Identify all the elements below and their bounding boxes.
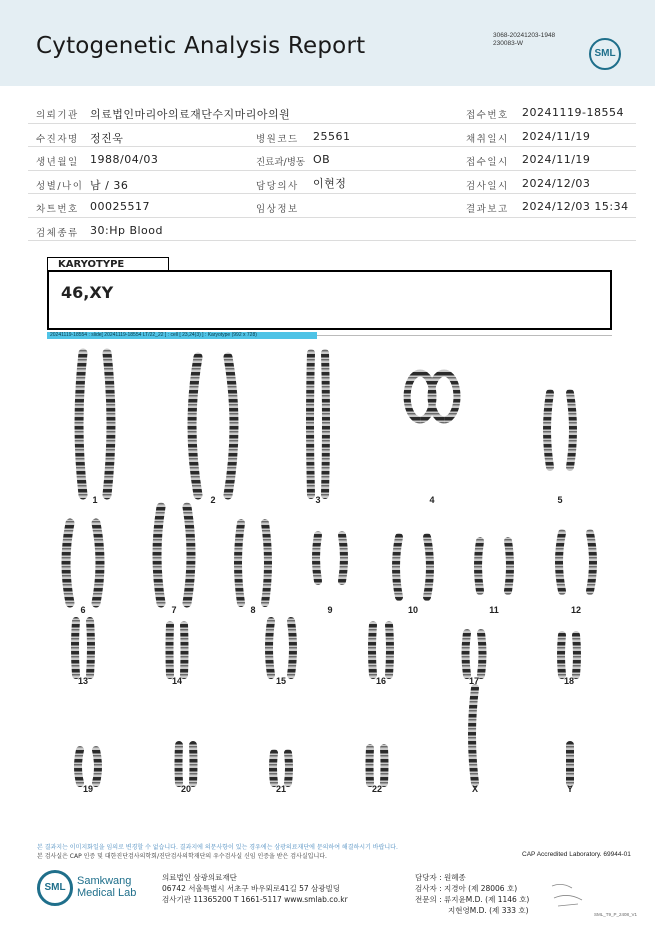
chromosome-label: 10 <box>407 605 419 615</box>
chromosome-19 <box>78 750 80 783</box>
chromosome-label: 5 <box>557 495 563 505</box>
chromosome-X <box>472 688 475 783</box>
receipt-date-value: 2024/11/19 <box>522 153 591 166</box>
chromosome-14 <box>170 625 171 675</box>
chromosome-label: 7 <box>171 605 177 615</box>
chromosome-label: 22 <box>371 784 383 794</box>
chromosome-8 <box>265 523 268 603</box>
footer-note: 본 결과지는 이미지화일을 임의로 변경할 수 없습니다. 결과지에 의문사항이 있는 경우에는 삼광의료재단에 문의하여 해결하시기 바랍니다. <box>37 844 398 851</box>
chromosome-1 <box>107 353 111 495</box>
sml-footer-logo-text: SML <box>44 882 66 893</box>
chromosome-label: 2 <box>210 495 216 505</box>
cap-accreditation: CAP Accredited Laboratory. 69944-01 <box>522 851 631 858</box>
doc-id-2: 230083-W <box>493 40 523 47</box>
info-row <box>28 171 636 195</box>
chromosome-11 <box>478 541 480 591</box>
hospital-code-label: 병원코드 <box>256 133 299 145</box>
chromosome-label: 1 <box>92 495 98 505</box>
chromosome-label: 20 <box>180 784 192 794</box>
patient-info-table <box>28 100 636 241</box>
lab-address <box>162 872 348 905</box>
chromosome-label: 3 <box>315 495 321 505</box>
chromosome-8 <box>238 523 241 603</box>
chromosome-label: 16 <box>375 676 387 686</box>
chromosome-pairs <box>66 353 593 783</box>
report-header <box>0 0 655 86</box>
chromosome-15 <box>269 621 271 675</box>
chromosome-16 <box>372 625 373 675</box>
doc-id-1: 3068-20241203-1948 <box>493 32 556 39</box>
chromosome-10 <box>396 537 399 597</box>
lab-name-line-2: Medical Lab <box>77 887 137 899</box>
dept-value: OB <box>313 153 331 166</box>
chromosome-20 <box>179 745 180 783</box>
chromosome-label: 4 <box>429 495 435 505</box>
lab-name <box>77 875 136 899</box>
chromosome-15 <box>291 621 293 675</box>
chromosome-9 <box>316 535 318 581</box>
signature-icon <box>548 880 588 910</box>
chromosome-7 <box>157 507 161 603</box>
chromosome-14 <box>184 625 185 675</box>
signer-3: 전문의 : 류지윤M.D. (제 1146 호) <box>415 895 530 904</box>
chromosome-18 <box>576 635 577 675</box>
chromosome-label: 12 <box>570 605 582 615</box>
chromosome-label: 17 <box>468 676 480 686</box>
karyotype-result-box <box>47 270 612 330</box>
info-row <box>28 147 636 171</box>
chromosome-label: 8 <box>250 605 256 615</box>
chromosome-7 <box>187 507 191 603</box>
sex-age-label: 성별/나이 <box>36 180 84 192</box>
address-line-3: 검사기관 11365200 T 1661-5117 www.smlab.co.kr <box>162 895 348 904</box>
signer-2: 검사자 : 지경아 (제 28006 호) <box>415 884 518 893</box>
form-code: SML_T9_P_2408_V1 <box>594 912 638 917</box>
chromosome-22 <box>384 748 385 783</box>
chromosome-22 <box>370 748 371 783</box>
info-row <box>28 100 636 124</box>
signer-4: 지현영M.D. (제 333 호) <box>448 906 529 915</box>
chromosome-21 <box>288 753 289 783</box>
chromosome-18 <box>561 635 562 675</box>
chromosome-2 <box>192 357 198 495</box>
chromosome-19 <box>96 750 98 783</box>
chromosome-9 <box>342 535 344 581</box>
divider <box>317 335 612 336</box>
chromosome-11 <box>508 541 510 591</box>
report-label: 결과보고 <box>466 204 509 215</box>
chromosome-3 <box>310 353 311 495</box>
chromosome-label: X <box>471 784 479 794</box>
chromosome-label: 9 <box>327 605 333 615</box>
chromosome-5 <box>570 393 573 467</box>
collect-date-value: 2024/11/19 <box>522 129 591 143</box>
karyotype-tab: KARYOTYPE <box>47 257 169 271</box>
chromosome-20 <box>193 745 194 783</box>
chromosome-label: 18 <box>563 676 575 686</box>
report-title: Cytogenetic Analysis Report <box>36 33 366 59</box>
chromosome-16 <box>389 625 390 675</box>
chromosome-12 <box>590 533 593 591</box>
chart-no-value: 00025517 <box>90 200 150 213</box>
specimen-value: 30:Hp Blood <box>90 223 163 237</box>
test-date-value: 2024/12/03 <box>522 176 591 190</box>
signers <box>415 872 529 916</box>
dob-label: 생년월일 <box>36 157 79 168</box>
receipt-date-label: 접수일시 <box>466 157 509 168</box>
test-date-label: 검사일시 <box>466 180 509 192</box>
patient-value: 정진욱 <box>90 131 124 145</box>
chromosome-label: 15 <box>275 676 287 686</box>
slide-info-bar: 20241119-18554 : slide[ 20241119-18554 LT/22_22 ] : cell [ 23,24(3) ] : Karyotype (992 x 728) <box>47 332 317 339</box>
chromosome-label: Y <box>566 784 574 794</box>
chromosome-17 <box>466 633 468 675</box>
chromosome-label: 11 <box>489 605 499 615</box>
report-value: 2024/12/03 15:34 <box>522 200 629 213</box>
chromosome-label: 21 <box>275 784 287 794</box>
sml-logo-icon <box>589 38 621 70</box>
chromosome-21 <box>273 753 274 783</box>
lab-name-line-1: Samkwang <box>77 875 132 887</box>
document-ids <box>493 32 555 48</box>
specimen-label: 검체종류 <box>36 227 79 239</box>
chromosome-6 <box>66 523 70 603</box>
chromosome-label: 19 <box>82 784 94 794</box>
dept-label: 진료과/병동 <box>256 157 306 168</box>
collect-date-label: 채취일시 <box>466 133 509 145</box>
address-line-1: 의료법인 삼광의료재단 <box>162 873 237 882</box>
clinical-label: 임상정보 <box>256 204 299 215</box>
institution-value: 의료법인마리아의료재단수지마리아의원 <box>90 108 291 121</box>
chromosome-3 <box>325 353 326 495</box>
dob-value: 1988/04/03 <box>90 153 159 166</box>
karyogram-image <box>0 345 655 805</box>
sex-age-value: 남 / 36 <box>90 178 129 192</box>
karyotype-result: 46,XY <box>61 283 114 302</box>
chromosome-12 <box>559 533 562 591</box>
address-line-2: 06742 서울특별시 서초구 바우뫼로41길 57 삼광빌딩 <box>162 884 341 893</box>
info-row <box>28 218 636 242</box>
chromosome-6 <box>96 523 100 603</box>
chromosome-5 <box>547 393 550 467</box>
info-row <box>28 124 636 148</box>
chromosome-label: 13 <box>77 676 89 686</box>
chromosome-10 <box>427 537 430 597</box>
doctor-label: 담당의사 <box>256 180 299 192</box>
chromosome-1 <box>79 353 83 495</box>
chromosome-2 <box>228 357 234 495</box>
sml-footer-logo-icon <box>37 870 73 906</box>
doctor-value: 이현정 <box>313 176 347 190</box>
institution-label: 의뢰기관 <box>36 110 79 121</box>
receipt-no-label: 접수번호 <box>466 110 509 121</box>
chromosome-13 <box>90 621 91 675</box>
sml-logo-text: SML <box>594 48 616 59</box>
chromosome-17 <box>481 633 483 675</box>
chromosome-label: 6 <box>80 605 86 615</box>
info-row <box>28 194 636 218</box>
patient-label: 수진자명 <box>36 133 79 145</box>
chromosome-label: 14 <box>171 676 183 686</box>
chromosome-13 <box>75 621 76 675</box>
hospital-code-value: 25561 <box>313 129 351 143</box>
signer-1: 담당자 : 원혜종 <box>415 873 466 882</box>
receipt-no-value: 20241119-18554 <box>522 106 624 119</box>
footer-accreditation-note: 본 검사실은 CAP 인증 및 대한진단검사의학회/진단검사의학재단의 우수검사실 신임 인증을 받은 검사실입니다. <box>37 853 327 860</box>
chart-no-label: 차트번호 <box>36 204 79 215</box>
